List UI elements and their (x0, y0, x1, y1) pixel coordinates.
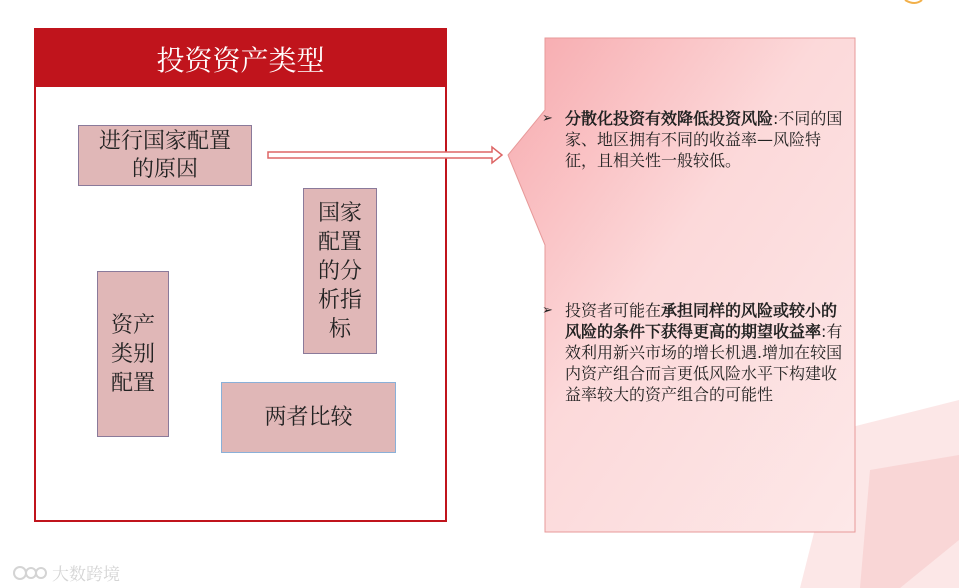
point1-bold: 分散化投资有效降低投资风险 (565, 109, 774, 128)
callout-point-1 (542, 108, 845, 171)
arrow-bullet-icon: ➢ (542, 303, 553, 318)
country-analysis-label: 国家配置的分析指标 (317, 200, 362, 342)
watermark-logo-icon (12, 564, 48, 582)
panel-title: 投资资产类型 (36, 30, 445, 87)
point2-text: :有效利用新兴市场的增长机遇.增加在较国内资产组合而言更低风险水平下构建收益率较大的资产组合的可能性 (565, 322, 843, 404)
asset-class-label: 资产类别配置 (110, 312, 155, 396)
watermark-text: 大数跨境 (52, 565, 120, 585)
point2-lead: 投资者可能在 (565, 301, 662, 320)
point1-text: :不同的国家、地区拥有不同的收益率—风险特征，且相关性一般较低。 (565, 109, 843, 170)
comparison-label: 两者比较 (264, 404, 353, 430)
callout-point-2 (542, 300, 845, 405)
watermark (12, 560, 120, 585)
arrow-bullet-icon: ➢ (542, 111, 553, 126)
reasons-label: 进行国家配置的原因 (98, 128, 231, 182)
point2-bold: 承担同样的风险或较小的风险的条件下获得更高的期望收益率 (565, 301, 838, 341)
